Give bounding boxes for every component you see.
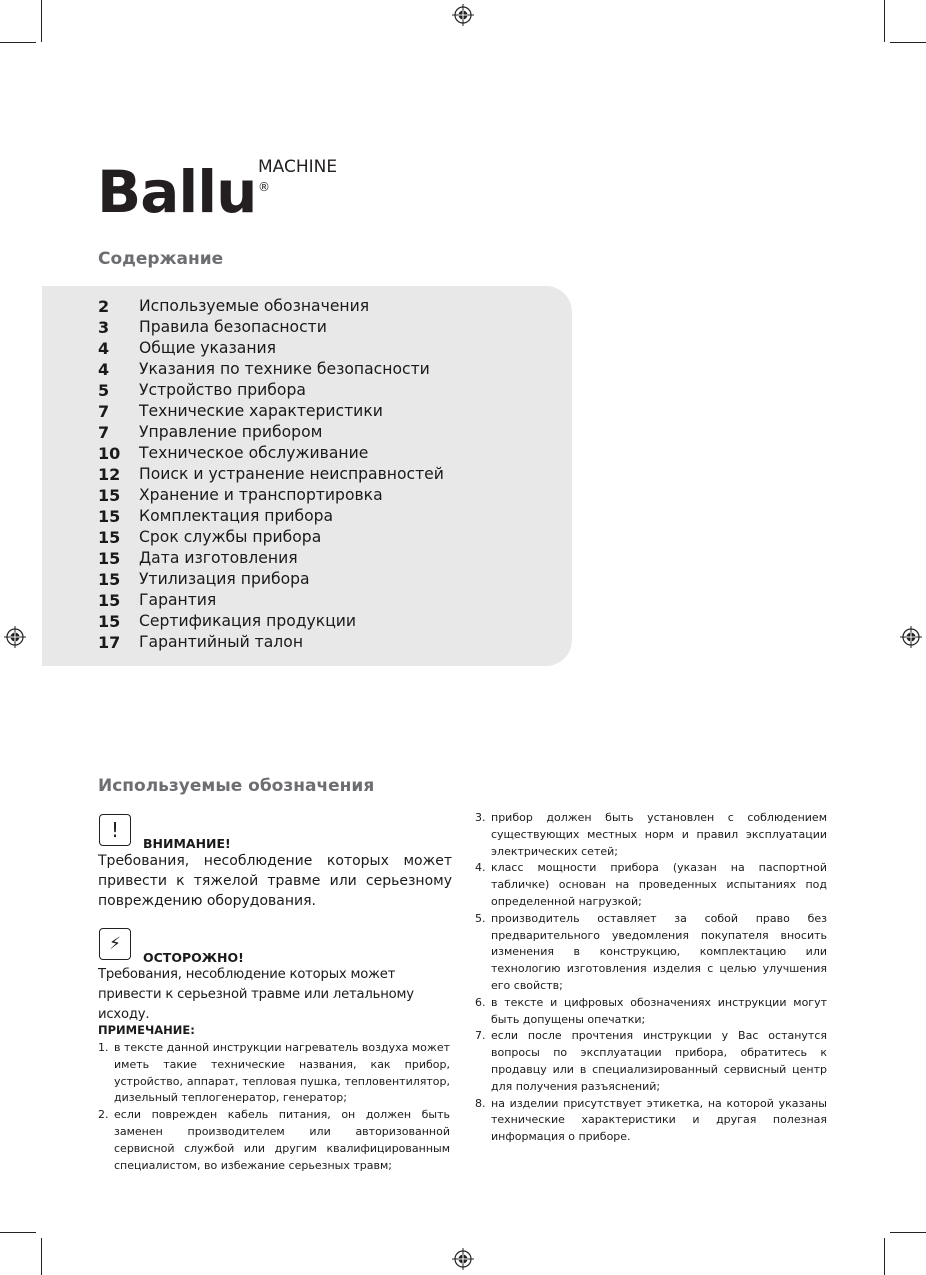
note-item-number: 2. — [98, 1108, 109, 1122]
toc-item-label: Устройство прибора — [139, 381, 306, 399]
toc-item-label: Утилизация прибора — [139, 570, 310, 588]
toc-item-page: 15 — [98, 612, 121, 631]
toc-item-page: 15 — [98, 591, 121, 610]
attention-text: Требования, несоблюдение которых может привести к тяжелой травме или серьезному повреждению оборудования. — [98, 853, 452, 909]
toc-item-label: Техническое обслуживание — [139, 444, 369, 462]
note-item — [475, 911, 827, 995]
crop-mark — [884, 0, 885, 42]
toc-item-label: Управление прибором — [139, 423, 323, 441]
note-item-text: в тексте данной инструкции нагреватель воздуха может иметь такие технические названия, как прибор, устройство, аппарат, тепловая пушка, тепловентилятор, дизельный теплогенератор, генератор; — [114, 1041, 450, 1105]
caution-icon: ⚡ — [99, 928, 131, 960]
brand-sub: MACHINE — [258, 157, 338, 177]
registration-mark-icon — [4, 626, 26, 648]
caution-title: ОСТОРОЖНО! — [143, 950, 244, 965]
toc-item-page: 15 — [98, 549, 121, 568]
toc-item-page: 15 — [98, 486, 121, 505]
note-list-right — [475, 810, 827, 1146]
toc-item-page: 17 — [98, 633, 121, 652]
attention-icon: ! — [99, 814, 131, 846]
note-item-number: 8. — [475, 1096, 486, 1110]
note-item-number: 7. — [475, 1029, 486, 1043]
toc-item-label: Срок службы прибора — [139, 528, 322, 546]
toc-item-page: 3 — [98, 318, 110, 337]
registered-mark: ® — [258, 180, 270, 194]
note-item — [98, 1107, 450, 1174]
registration-mark-icon — [900, 626, 922, 648]
toc-item-page: 4 — [98, 360, 110, 379]
note-item-text: прибор должен быть установлен с соблюдением существующих местных норм и правил эксплуатации электрических сетей; — [491, 811, 827, 858]
toc-item-label: Комплектация прибора — [139, 507, 334, 525]
note-item-number: 1. — [98, 1041, 109, 1054]
note-item-text: на изделии присутствует этикетка, на которой указаны технические характеристики и другая полезная информация о приборе. — [491, 1096, 827, 1144]
note-item-number: 3. — [475, 811, 486, 824]
note-item-text: класс мощности прибора (указан на паспортной табличке) основан на проведенных испытаниях под определенной нагрузкой; — [491, 861, 827, 908]
toc-item-label: Гарантия — [139, 591, 217, 609]
toc-item-label: Технические характеристики — [139, 402, 383, 420]
note-list-left — [98, 1040, 450, 1174]
toc-item-label: Указания по технике безопасности — [139, 360, 430, 378]
registration-mark-icon — [452, 1248, 474, 1270]
symbols-title: Используемые обозначения — [98, 776, 375, 796]
note-item — [475, 860, 827, 910]
brand-logo — [97, 152, 338, 232]
crop-mark — [890, 42, 926, 43]
toc-title: Содержание — [98, 249, 224, 269]
toc-item-label: Хранение и транспортировка — [139, 486, 383, 504]
toc-item-label: Поиск и устранение неисправностей — [139, 465, 444, 483]
note-item — [475, 1096, 827, 1146]
crop-mark — [884, 1238, 885, 1275]
note-item-text: если поврежден кабель питания, он должен быть заменен производителем или авторизованной сервисной службой или другим квалифицированным специалистом, во избежание серьезных травм; — [114, 1108, 450, 1172]
crop-mark — [890, 1232, 926, 1233]
toc-item-page: 15 — [98, 570, 121, 589]
toc-item-page: 4 — [98, 339, 110, 358]
toc-item-page: 15 — [98, 528, 121, 547]
note-item-text: производитель оставляет за собой право без предварительного уведомления покупателя вносить изменения в конструкцию, комплектацию или технологию изготовления изделия с целью улучшения его свойств; — [491, 911, 827, 992]
toc-item-page: 2 — [98, 297, 110, 316]
toc-item-page: 7 — [98, 402, 110, 421]
note-item — [98, 1040, 450, 1107]
toc-item-label: Используемые обозначения — [139, 297, 370, 315]
toc-item-label: Общие указания — [139, 339, 277, 357]
registration-mark-icon — [452, 4, 474, 26]
note-item-number: 6. — [475, 995, 486, 1009]
note-title: ПРИМЕЧАНИЕ: — [98, 1023, 195, 1037]
toc-item-label: Гарантийный талон — [139, 633, 304, 651]
toc-item-label: Дата изготовления — [139, 549, 298, 567]
toc-item-page: 7 — [98, 423, 110, 442]
note-item-text: если после прочтения инструкции у Вас останутся вопросы по эксплуатации прибора, обратитесь к продавцу или в специализированный сервисный центр для получения разъяснений; — [491, 1029, 827, 1093]
note-item — [475, 810, 827, 860]
note-item-number: 4. — [475, 861, 486, 875]
toc-item-page: 10 — [98, 444, 121, 463]
caution-text: Требования, несоблюдение которых может привести к серьезной травме или летальному исходу. — [98, 967, 414, 1022]
crop-mark — [41, 0, 42, 42]
attention-title: ВНИМАНИЕ! — [143, 836, 231, 851]
toc-item-label: Правила безопасности — [139, 318, 327, 336]
note-item — [475, 995, 827, 1029]
brand-name: Ballu — [97, 158, 257, 226]
crop-mark — [41, 1238, 42, 1275]
note-item-text: в тексте и цифровых обозначениях инструкции могут быть допущены опечатки; — [491, 995, 827, 1026]
crop-mark — [0, 42, 36, 43]
toc-item-page: 12 — [98, 465, 121, 484]
toc-item-label: Сертификация продукции — [139, 612, 357, 630]
note-item — [475, 1028, 827, 1095]
note-item-number: 5. — [475, 911, 486, 925]
toc-item-page: 15 — [98, 507, 121, 526]
toc-item-page: 5 — [98, 381, 110, 400]
crop-mark — [0, 1232, 36, 1233]
